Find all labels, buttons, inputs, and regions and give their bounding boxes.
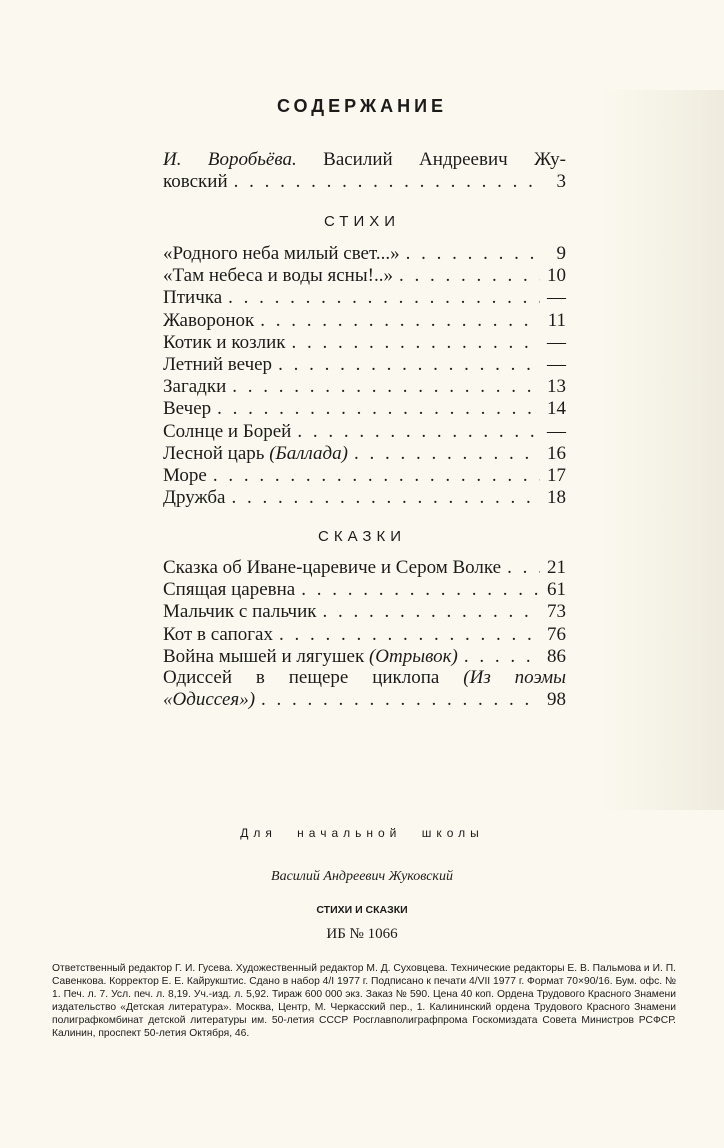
entry-page: 13: [547, 376, 566, 398]
dot-leader: [255, 689, 540, 711]
entry-subtitle: (Отрывок): [368, 645, 458, 667]
dot-leader: [458, 646, 540, 668]
entry-title: [163, 376, 226, 398]
toc-row[interactable]: [163, 398, 566, 420]
toc-row[interactable]: [163, 443, 566, 465]
page-title: СОДЕРЖАНИЕ: [276, 96, 448, 116]
toc-intro: [163, 149, 566, 193]
entry-title: [163, 557, 501, 579]
entry-page: 86: [547, 645, 566, 667]
entry-title-text: Дружба: [163, 487, 226, 509]
dot-leader: [225, 487, 540, 509]
entry-title-text: Жаворонок: [163, 309, 255, 331]
entry-title: [163, 287, 222, 309]
ib-number: ИБ № 1066: [326, 926, 398, 942]
toc-row[interactable]: [163, 646, 566, 668]
toc-tales: [163, 557, 566, 668]
dot-leader: [222, 287, 540, 309]
toc-row: [163, 689, 566, 711]
dot-leader: [273, 624, 540, 646]
toc-row[interactable]: [163, 332, 566, 354]
entry-page: 21: [547, 557, 566, 578]
entry-title-text: Солнце и Борей: [163, 420, 292, 442]
entry-page: 10: [547, 265, 566, 287]
toc-poems: [163, 243, 566, 509]
dot-leader: [226, 376, 540, 398]
dot-leader: [254, 310, 540, 332]
dot-leader: [317, 601, 540, 623]
toc-row[interactable]: [163, 243, 566, 265]
entry-title-text: «Родного неба милый свет...»: [163, 243, 400, 264]
dot-leader: [228, 171, 540, 193]
entry-title-text: Летний вечер: [163, 353, 273, 375]
toc-row[interactable]: [163, 354, 566, 376]
entry-title-text: Птичка: [163, 287, 223, 309]
entry-page: 16: [547, 442, 566, 464]
entry-page: 98: [547, 689, 566, 711]
toc-row[interactable]: [163, 487, 566, 509]
dot-leader: [348, 443, 540, 465]
toc-row[interactable]: [163, 601, 566, 623]
toc-row[interactable]: [163, 171, 566, 193]
entry-page: 14: [547, 398, 566, 420]
dot-leader: [286, 332, 541, 354]
bleed-through-shadow: [600, 90, 724, 810]
entry-title-text: Мальчик с пальчик: [163, 601, 317, 623]
dot-leader: [291, 421, 540, 443]
dot-leader: [501, 557, 540, 579]
entry-title: [163, 443, 348, 465]
entry-title-line1: [163, 667, 566, 689]
entry-title-text: Война мышей и лягушек: [163, 645, 369, 667]
audience-note: Для начальной школы: [240, 826, 484, 840]
book-title: СТИХИ И СКАЗКИ: [316, 904, 408, 916]
entry-page: 18: [547, 487, 566, 509]
toc-last-entry[interactable]: [163, 667, 566, 711]
entry-page: 76: [547, 623, 566, 645]
entry-title: ковский: [163, 171, 228, 193]
toc-row[interactable]: [163, 557, 566, 579]
entry-title: [163, 487, 225, 509]
dot-leader: [295, 579, 540, 601]
entry-title-text: Вечер: [163, 398, 212, 420]
entry-title: [163, 243, 400, 265]
entry-title-text: Лесной царь: [163, 442, 270, 464]
intro-title: Василий Андреевич Жу-: [323, 149, 566, 170]
colophon: Ответственный редактор Г. И. Гусева. Художественный редактор М. Д. Суховцева. Технические редакторы Е. В. Пальмова и И. П. Савенкова. Корректор Е. Е. Кайрукштис. Сдано в набор 4/I 1977 г. Подписано к печати 4/VII 1977 г. Формат 70×90/16. Бум. офс. № 1. Печ. л. 7. Усл. печ. л. 8,19. Уч.-изд. л. 5,92. Тираж 600 000 экз. Заказ № 590. Цена 40 коп. Ордена Трудового Красного Знамени издательство «Детская литература». Москва, Центр, М. Черкасский пер., 1. Калининский ордена Трудового Красного Знамени полиграфкомбинат детской литературы им. 50-летия СССР Росглавполиграфпрома Госкомиздата Совета Министров РСФСР. Калинин, проспект 50-летия Октября, 46.: [52, 963, 676, 1039]
entry-title: [163, 398, 211, 420]
entry-page: 9: [556, 243, 566, 264]
entry-title-text: Спящая царевна: [163, 579, 296, 601]
section-heading-poems: СТИХИ: [323, 213, 401, 230]
toc-row[interactable]: [163, 421, 566, 443]
entry-title-text: Загадки: [163, 376, 227, 398]
intro-author: И. Воробьёва.: [163, 149, 297, 170]
entry-subtitle: (Баллада): [269, 442, 348, 464]
toc-row[interactable]: [163, 579, 566, 601]
dot-leader: [211, 398, 540, 420]
entry-subtitle: (Из поэмы: [463, 667, 567, 688]
book-author: Василий Андреевич Жуковский: [271, 869, 453, 884]
entry-title: [163, 332, 286, 354]
toc-row[interactable]: [163, 265, 566, 287]
dot-leader: [400, 243, 540, 265]
entry-title-text: Сказка об Иване-царевиче и Сером Волке: [163, 557, 502, 578]
entry-page: 3: [556, 171, 566, 193]
entry-title: Одиссей в пещере циклопа: [163, 667, 440, 688]
dot-leader: [393, 265, 540, 287]
toc-row[interactable]: [163, 624, 566, 646]
entry-title-text: «Там небеса и воды ясны!..»: [163, 265, 393, 287]
entry-title: [163, 265, 393, 287]
entry-page: —: [547, 287, 566, 309]
entry-title: [163, 354, 272, 376]
dot-leader: [272, 354, 540, 376]
entry-title-text: Море: [163, 464, 207, 486]
entry-title: [163, 646, 458, 668]
entry-page: —: [547, 353, 566, 375]
entry-title: [163, 421, 291, 443]
toc-row[interactable]: [163, 465, 566, 487]
entry-page: 61: [547, 579, 566, 601]
entry-page: 17: [547, 464, 566, 486]
entry-title-text: Кот в сапогах: [163, 623, 273, 645]
entry-title-text: Котик и козлик: [163, 331, 286, 353]
entry-title: [163, 624, 273, 646]
entry-page: —: [547, 420, 566, 442]
toc-row[interactable]: [163, 310, 566, 332]
dot-leader: [207, 465, 540, 487]
toc-row[interactable]: [163, 376, 566, 398]
entry-title: [163, 579, 295, 601]
entry-page: 73: [547, 601, 566, 623]
section-heading-tales: СКАЗКИ: [318, 528, 406, 545]
entry-title: [163, 465, 207, 487]
entry-page: 11: [547, 309, 566, 331]
toc-row[interactable]: [163, 287, 566, 309]
entry-title: [163, 601, 317, 623]
entry-subtitle: «Одиссея»): [163, 689, 256, 711]
intro-line-1: [163, 149, 566, 171]
entry-page: —: [547, 331, 566, 353]
entry-title: [163, 310, 254, 332]
